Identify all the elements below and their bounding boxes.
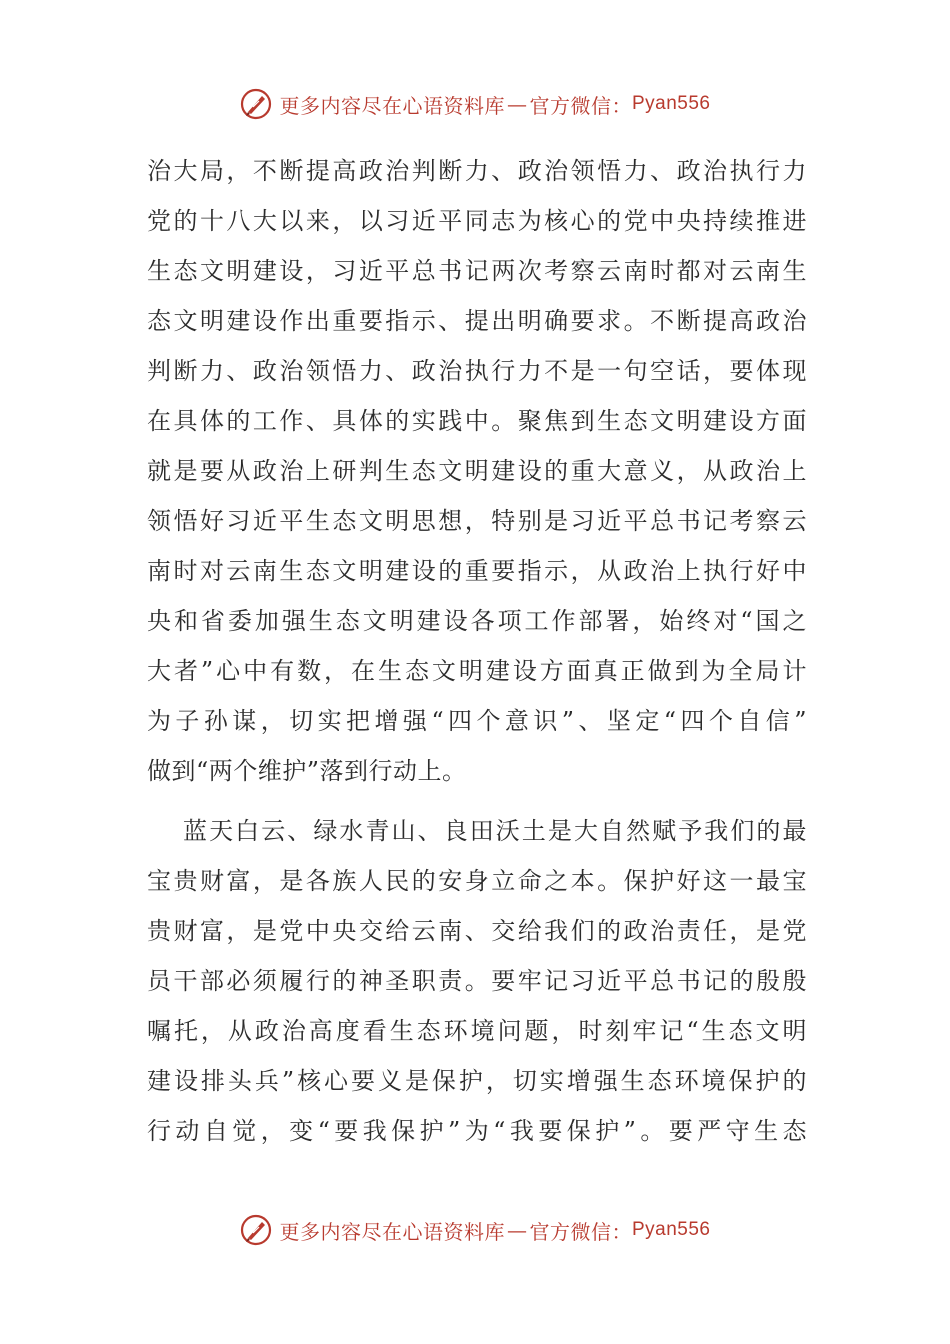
footer-wechat-id: Pyan556 <box>631 1219 711 1240</box>
quill-logo-icon <box>239 87 273 121</box>
text-line: 领悟好习近平生态文明思想，特别是习近平总书记考察云 <box>147 507 807 535</box>
header-separator: — <box>506 92 528 116</box>
quill-logo-icon <box>239 1213 273 1247</box>
text-line: 为子孙谋，切实把增强“四个意识”、坚定“四个自信” <box>147 707 807 735</box>
page-header <box>0 84 950 124</box>
text-line: 生态文明建设，习近平总书记两次考察云南时都对云南生 <box>147 257 807 285</box>
text-line: 做到“两个维护”落到行动上。 <box>147 757 467 785</box>
text-line: 嘱托，从政治高度看生态环境问题，时刻牢记“生态文明 <box>147 1017 807 1045</box>
text-line: 就是要从政治上研判生态文明建设的重大意义，从政治上 <box>147 457 807 485</box>
footer-brand-text: 更多内容尽在心语资料库 <box>279 1219 505 1244</box>
text-line: 判断力、政治领悟力、政治执行力不是一句空话，要体现 <box>147 357 807 385</box>
text-line: 在具体的工作、具体的实践中。聚焦到生态文明建设方面 <box>147 407 807 435</box>
text-line: 行动自觉，变“要我保护”为“我要保护”。要严守生态 <box>147 1117 807 1145</box>
text-line: 南时对云南生态文明建设的重要指示，从政治上执行好中 <box>147 557 807 585</box>
text-line: 蓝天白云、绿水青山、良田沃土是大自然赋予我们的最 <box>183 817 807 845</box>
text-line: 建设排头兵”核心要义是保护，切实增强生态环境保护的 <box>147 1067 807 1095</box>
paragraph-2 <box>147 806 807 1156</box>
header-brand-text: 更多内容尽在心语资料库 <box>279 93 505 118</box>
header-wechat-label: 官方微信： <box>529 93 632 118</box>
footer-wechat-label: 官方微信： <box>529 1219 632 1244</box>
text-line: 央和省委加强生态文明建设各项工作部署，始终对“国之 <box>147 607 807 635</box>
page-footer <box>0 1210 950 1250</box>
header-wechat-id: Pyan556 <box>631 93 711 114</box>
footer-separator: — <box>506 1218 528 1242</box>
text-line: 党的十八大以来，以习近平同志为核心的党中央持续推进 <box>147 207 807 235</box>
text-line: 贵财富，是党中央交给云南、交给我们的政治责任，是党 <box>147 917 807 945</box>
text-line: 宝贵财富，是各族人民的安身立命之本。保护好这一最宝 <box>147 867 807 895</box>
text-line: 员干部必须履行的神圣职责。要牢记习近平总书记的殷殷 <box>147 967 807 995</box>
document-body <box>147 146 807 1156</box>
paragraph-1 <box>147 146 807 796</box>
text-line: 治大局，不断提高政治判断力、政治领悟力、政治执行力 <box>147 157 807 185</box>
paragraph-gap <box>147 796 807 806</box>
text-line: 态文明建设作出重要指示、提出明确要求。不断提高政治 <box>147 307 807 335</box>
text-line: 大者”心中有数，在生态文明建设方面真正做到为全局计 <box>147 657 807 685</box>
